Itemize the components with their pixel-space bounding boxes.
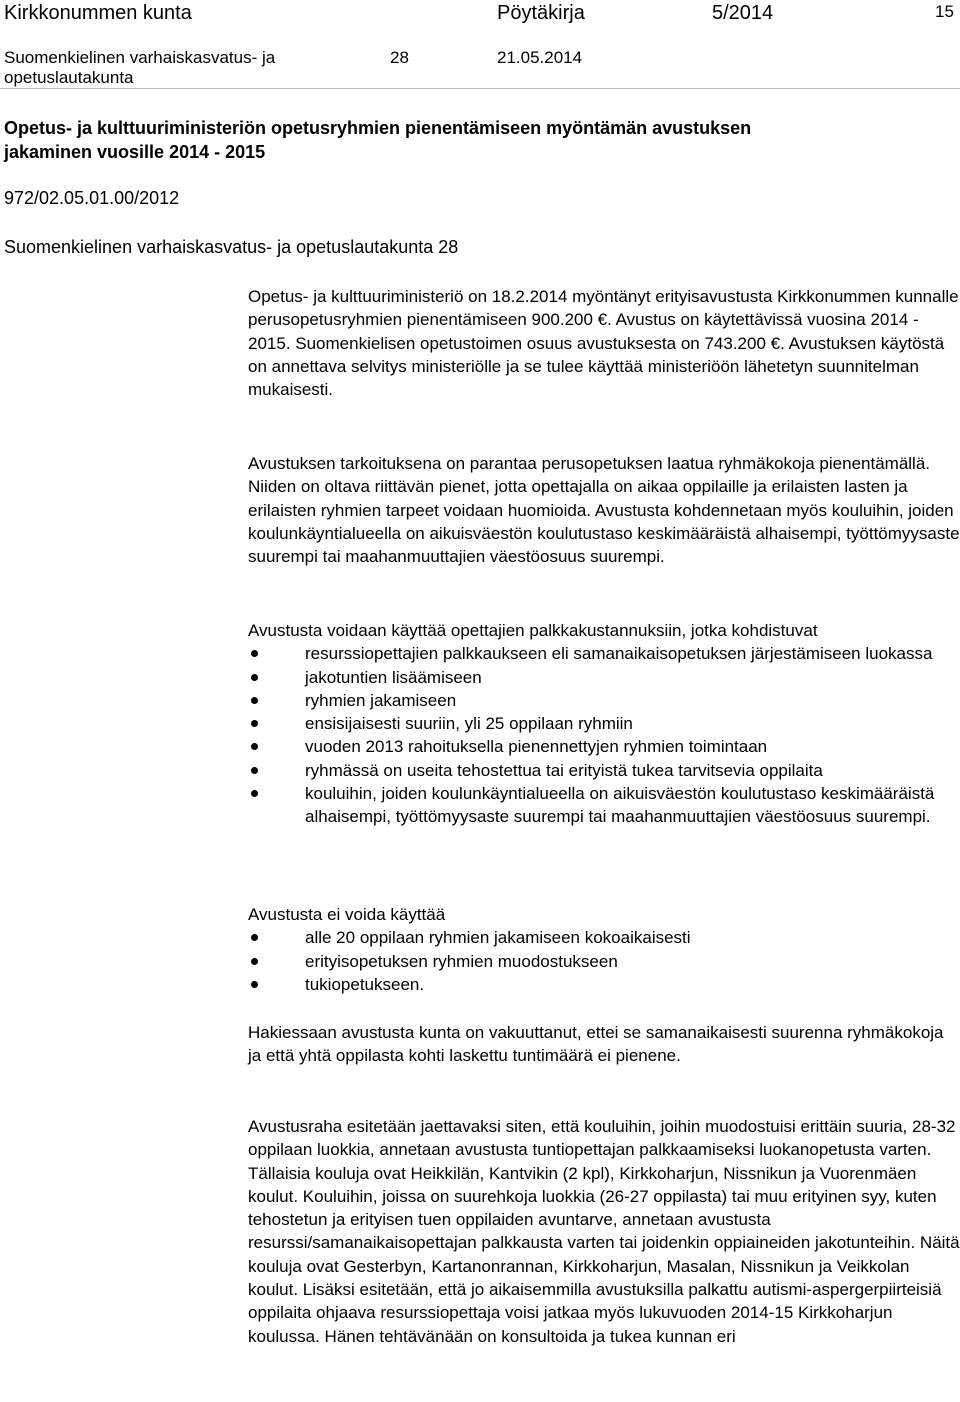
title-line-1: Opetus- ja kulttuuriministeriön opetusryhmien pienentämiseen myöntämän avustuksen: [4, 118, 752, 138]
list-intro: Avustusta ei voida käyttää: [248, 905, 446, 924]
paragraph-distribution-proposal: [248, 1115, 960, 1348]
bullet-icon: [251, 674, 258, 681]
list-item: alle 20 oppilaan ryhmien jakamiseen kokoaikaisesti: [248, 926, 960, 949]
section-number: 28: [390, 48, 409, 67]
issuing-body-line1: Suomenkielinen varhaiskasvatus- ja: [4, 48, 276, 67]
list-item: ryhmien jakamiseen: [248, 689, 960, 712]
agenda-item-title: [4, 116, 944, 164]
paragraph-excluded-uses: [248, 903, 960, 996]
issuing-body-line2: opetuslautakunta: [4, 68, 134, 87]
bullet-icon: [251, 743, 258, 750]
list-item: ryhmässä on useita tehostettua tai erityistä tukea tarvitsevia oppilaita: [248, 759, 960, 782]
paragraph-municipality-commitment: [248, 1021, 960, 1068]
paragraph-text: Opetus- ja kulttuuriministeriö on 18.2.2014 myöntänyt erityisavustusta Kirkkonummen kunnalle perusopetusryhmien pienentämiseen 900.200 €. Avustus on käytettävissä vuosina 2014 - 2015. Suomenkielisen opetustoimen osuus avustuksesta on 743.200 €. Avustuksen käytöstä on annettava selvitys ministeriölle ja se tulee käyttää ministeriöön lähetetyn suunnitelman mukaisesti.: [248, 287, 959, 400]
paragraph-grant-info: [248, 285, 960, 401]
committee-line: Suomenkielinen varhaiskasvatus- ja opetuslautakunta 28: [4, 237, 459, 257]
document-number: 5/2014: [712, 2, 774, 24]
paragraph-purpose: [248, 452, 960, 568]
bullet-icon: [251, 650, 258, 657]
document-type: Pöytäkirja: [497, 2, 585, 24]
list-item: kouluihin, joiden koulunkäyntialueella on aikuisväestön koulutustaso keskimääräistä alhaisempi, työttömyysaste suurempi tai maahanmuuttajien väestöosuus suurempi.: [248, 782, 960, 829]
list-item: vuoden 2013 rahoituksella pienennettyjen ryhmien toimintaan: [248, 735, 960, 758]
bullet-icon: [251, 958, 258, 965]
bullet-icon: [251, 697, 258, 704]
bullet-icon: [251, 934, 258, 941]
meeting-date: 21.05.2014: [497, 48, 583, 67]
list-item: jakotuntien lisäämiseen: [248, 666, 960, 689]
municipality-name: Kirkkonummen kunta: [4, 2, 192, 24]
page-number: 15: [935, 2, 954, 21]
reference-number: 972/02.05.01.00/2012: [4, 188, 180, 208]
list-item: ensisijaisesti suuriin, yli 25 oppilaan ryhmiin: [248, 712, 960, 735]
header-divider: [0, 88, 960, 89]
paragraph-text: Avustuksen tarkoituksena on parantaa perusopetuksen laatua ryhmäkokoja pienentämällä. Niiden on oltava riittävän pienet, jotta opettajalla on aikaa oppilaille ja erilaisten lasten ja erilaisten ryhmien tarpeet voidaan huomioida. Avustusta kohdennetaan myös kouluihin, joiden koulunkäyntialueella on aikuisväestön koulutustaso keskimääräistä alhaisempi, työttömyysaste suurempi tai maahanmuuttajien väestöosuus suurempi.: [248, 454, 960, 567]
paragraph-text: Avustusraha esitetään jaettavaksi siten, että kouluihin, joihin muodostuisi erittäin suuria, 28-32 oppilaan luokkia, annetaan avustusta tuntiopettajan palkkaamiseksi luokanopetusta varten. Tällaisia kouluja ovat Heikkilän, Kantvikin (2 kpl), Kirkkoharjun, Nissnikun ja Vuorenmäen koulut. Kouluihin, joissa on suurehkoja luokkia (26-27 oppilasta) tai muu erityinen syy, kuten tehostetun ja erityisen tuen oppilaiden avuntarve, annetaan avustusta resurssi/samanaikaisopettajan palkkausta varten tai joidenkin oppiaineiden jakotunteihin. Näitä kouluja ovat Gesterbyn, Kartanonrannan, Kirkkoharjun, Masalan, Nissnikun ja Veikkolan koulut. Lisäksi esitetään, että jo aikaisemmilla avustuksilla palkattu autismi-aspergerpiirteisiä oppilaita ohjaava resurssiopettaja voisi jatkaa myös lukuvuoden 2014-15 Kirkkoharjun koulussa. Hänen tehtävänään on konsultoida ja tukea kunnan eri: [248, 1117, 960, 1346]
paragraph-text: Hakiessaan avustusta kunta on vakuuttanut, ettei se samanaikaisesti suurenna ryhmäkokoja ja että yhtä oppilasta kohti laskettu tuntimäärä ei pienene.: [248, 1023, 944, 1066]
bullet-icon: [251, 790, 258, 797]
paragraph-allowed-uses: [248, 619, 960, 829]
bullet-icon: [251, 981, 258, 988]
bullet-icon: [251, 767, 258, 774]
list-intro: Avustusta voidaan käyttää opettajien palkkakustannuksiin, jotka kohdistuvat: [248, 621, 818, 640]
title-line-2: jakaminen vuosille 2014 - 2015: [4, 142, 266, 162]
list-item: resurssiopettajien palkkaukseen eli samanaikaisopetuksen järjestämiseen luokassa: [248, 642, 960, 665]
list-item: tukiopetukseen.: [248, 973, 960, 996]
allowed-uses-list: [248, 642, 960, 828]
bullet-icon: [251, 720, 258, 727]
list-item: erityisopetuksen ryhmien muodostukseen: [248, 950, 960, 973]
excluded-uses-list: [248, 926, 960, 996]
